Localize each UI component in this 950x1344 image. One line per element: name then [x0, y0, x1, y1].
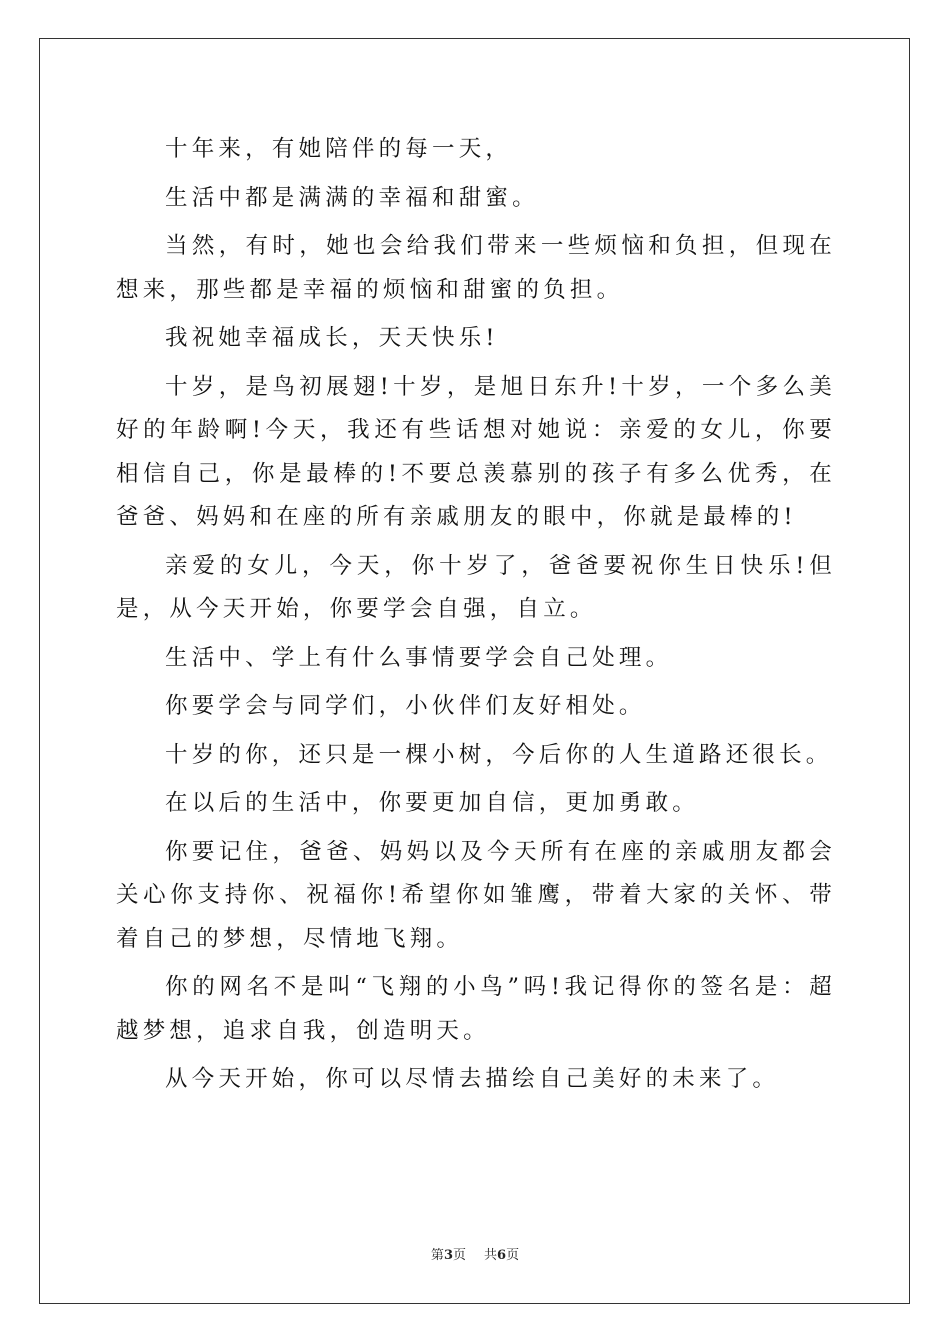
- paragraph: 当然，有时，她也会给我们带来一些烦恼和负担，但现在想来，那些都是幸福的烦恼和甜蜜的负担。: [116, 233, 836, 303]
- page-total: 共6页: [484, 1248, 520, 1263]
- paragraph: 亲爱的女儿，今天，你十岁了，爸爸要祝你生日快乐!但是，从今天开始，你要学会自强，自立。: [116, 552, 836, 622]
- paragraph: 十年来，有她陪伴的每一天，: [165, 136, 513, 162]
- paragraph: 你要记住，爸爸、妈妈以及今天所有在座的亲戚朋友都会关心你支持你、祝福你!希望你如雏鹰，带着大家的关怀、带着自己的梦想，尽情地飞翔。: [116, 838, 836, 952]
- paragraph: 我祝她幸福成长，天天快乐!: [165, 325, 499, 351]
- page-footer: [0, 1247, 950, 1265]
- paragraph: 你的网名不是叫“飞翔的小鸟”吗!我记得你的签名是：超越梦想，追求自我，创造明天。: [116, 974, 836, 1044]
- page-number: 第3页: [430, 1248, 466, 1263]
- paragraph: 在以后的生活中，你要更加自信，更加勇敢。: [165, 790, 700, 816]
- paragraph: 从今天开始，你可以尽情去描绘自己美好的未来了。: [165, 1066, 780, 1092]
- paragraph: 十岁，是鸟初展翅!十岁，是旭日东升!十岁，一个多么美好的年龄啊!今天，我还有些话想对她说：亲爱的女儿，你要相信自己，你是最棒的!不要总羡慕别的孩子有多么优秀，在爸爸、妈妈和在座的所有亲戚朋友的眼中，你就是最棒的!: [116, 373, 836, 530]
- paragraph: 生活中都是满满的幸福和甜蜜。: [165, 184, 539, 211]
- paragraph: 你要学会与同学们，小伙伴们友好相处。: [165, 693, 646, 719]
- paragraph: 生活中、学上有什么事情要学会自己处理。: [165, 644, 673, 671]
- document-body: [116, 128, 836, 1107]
- paragraph: 十岁的你，还只是一棵小树，今后你的人生道路还很长。: [165, 741, 833, 768]
